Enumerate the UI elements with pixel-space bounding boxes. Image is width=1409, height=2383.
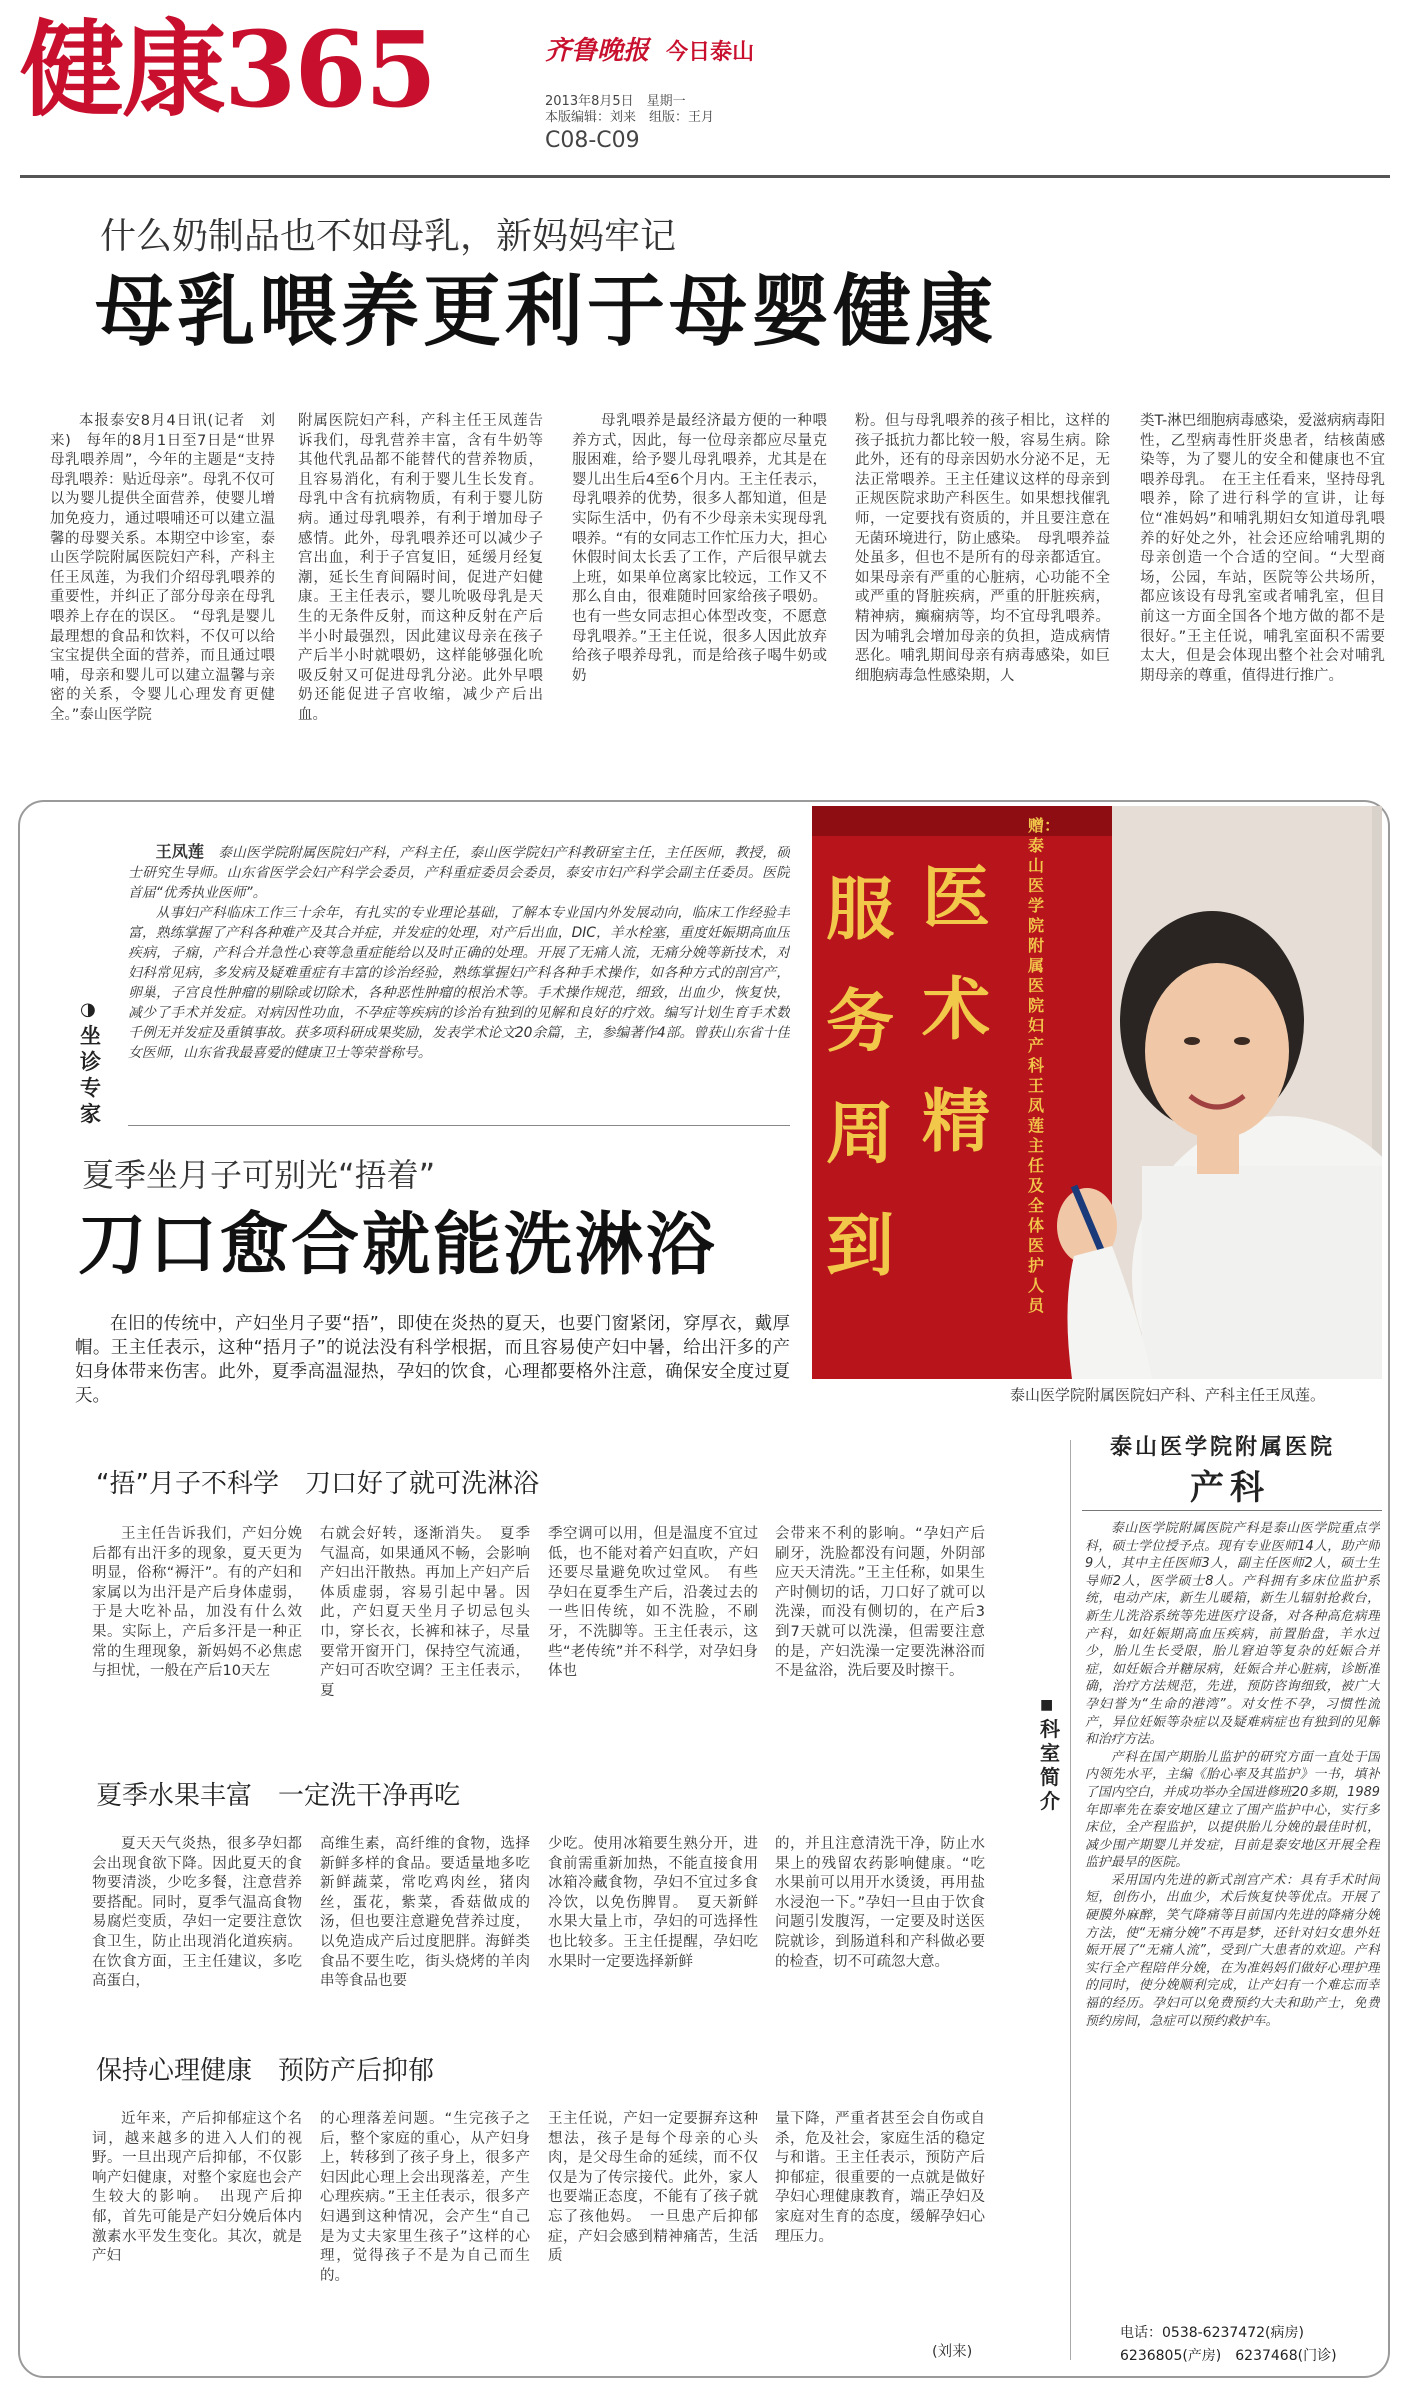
lead-column-2: 附属医院妇产科，产科主任王凤莲告诉我们，母乳营养丰富，含有牛奶等其他代乳品都不能替代的营养物质，且容易消化，有利于婴儿生长发育。母乳中含有抗病物质，有利于婴儿防病。通过母乳喂养，有利于增加母子感情。此外，母乳喂养还可以减少子宫出血，利于子宫复旧，延缓月经复潮，延长生育间隔时间，促进产妇健康。王主任表示，婴儿吮吸母乳是天生的无条件反射，而这种反射在产后半小时最强烈，因此建议母亲在孩子产后半小时就喂奶，这样能够强化吮吸反射又可促进母乳分泌。此外早喂奶还能促进子宫收缩，减少产后出血。 (298, 413, 543, 723)
s1-column-3: 季空调可以用，但是温度不宜过低，也不能对着产妇直吹，产妇还要尽量避免吹过堂风。 有些孕妇在夏季生产后，沿袭过去的一些旧传统，如不洗脸，不刷牙，不洗脚等。王主任表示，这些“老传统”并不科学，对孕妇身体也 (548, 1526, 758, 1680)
bio-divider (128, 1125, 790, 1126)
banner-text-left: 服务周到 (826, 870, 895, 1286)
article2-intro: 在旧的传统中，产妇坐月子要“捂”，即使在炎热的夏天，也要门窗紧闭，穿厚衣，戴厚帽。王主任表示，这种“捂月子”的说法没有科学根据，而且容易使产妇中暑，给出汗多的产妇身体带来伤害。此外，夏季高温湿热，孕妇的饮食，心理都要格外注意，确保安全度过夏天。 (75, 1314, 790, 1406)
dept-tag: ■ 科室简介 (1040, 1697, 1060, 1813)
s1-column-1: 王主任告诉我们，产妇分娩后都有出汗多的现象，夏天更为明显，俗称“褥汗”。有的产妇和家属以为出汗是产后身体虚弱，于是大吃补品，加没有什么效果。实际上，产后多汗是一种正常的生理现象，新妈妈不必焦虑与担忧，一般在产后10天左 (92, 1526, 302, 1680)
s3-column-3: 王主任说，产妇一定要摒弃这种想法，孩子是每个母亲的心头肉，是父母生命的延续，而不仅仅是为了传宗接代。此外，家人也要端正态度，不能有了孩子就忘了孩他妈。 一旦患产后抑郁症，产妇会感到精神痛苦，生活质 (548, 2111, 758, 2265)
s3-column-4: 量下降，严重者甚至会自伤或自杀，危及社会，家庭生活的稳定与和谐。王主任表示，预防产后抑郁症，很重要的一点就是做好孕妇心理健康教育，端正孕妇及家庭对生育的态度，缓解孕妇心理压力。 (775, 2111, 985, 2245)
article2-kicker: 夏季坐月子可别光“捂着” (82, 1156, 436, 1194)
s3-column-2: 的心理落差问题。“生完孩子之后，整个家庭的重心，从产妇身上，转移到了孩子身上，很多产妇因此心理上会出现落差，产生心理疾病。”王主任表示，很多产妇遇到这种情况，会产生“自己是为丈夫家里生孩子”这样的心理，觉得孩子不是为自己而生的。 (320, 2111, 530, 2284)
sidebar-divider (1070, 1440, 1071, 2360)
s1-column-2: 右就会好转，逐渐消失。 夏季气温高，如果通风不畅，会影响产妇出汗散热。再加上产妇产后体质虚弱，容易引起中暑。因此，产妇夏天坐月子切忌包头巾，穿长衣，长裤和袜子，尽量要常开窗开门，保持空气流通，产妇可否吹空调？王主任表示，夏 (320, 1526, 530, 1699)
paper-name: 齐鲁晚报 今日泰山 (545, 36, 755, 66)
subhead-3: 保持心理健康 预防产后抑郁 (96, 2056, 435, 2086)
issue-date: 2013年8月5日 星期一 (545, 94, 686, 109)
lead-column-3: 母乳喂养是最经济最方便的一种喂养方式，因此，每一位母亲都应尽量克服困难，给予婴儿母乳喂养，尤其是在婴儿出生后4至6个月内。王主任表示，母乳喂养的优势，很多人都知道，但是实际生活中，仍有不少母亲未实现母乳喂养。“有的女同志工作忙压力大，担心休假时间太长丢了工作，产后很早就去上班，如果单位离家比较远，工作又不那么自由，很难随时回家给孩子喂奶。也有一些女同志担心体型改变，不愿意母乳喂养。”王主任说，很多人因此放弃给孩子喂养母乳，而是给孩子喝牛奶或奶 (572, 413, 827, 684)
edition-name: 今日泰山 (666, 39, 755, 65)
dept-title-rule (1082, 1510, 1382, 1511)
dept-text: 泰山医学院附属医院产科是泰山医学院重点学科，硕士学位授予点。现有专业医师14人，助产师9人，其中主任医师3人，副主任医师2人，硕士生导师2人，医学硕士8人。产科拥有多床位监护系统，电动产床，新生儿暖箱，新生儿辐射抢救台，新生儿洗浴系统等先进医疗设备，对各种高危病理产科，如妊娠期高血压疾病，前置胎盘，羊水过少，胎儿生长受限，胎儿窘迫等复杂的妊娠合并症，如妊娠合并糖尿病，妊娠合并心脏病，诊断准确，治疗方法规范，先进，预防咨询细致，被广大孕妇誉为“生命的港湾”。对女性不孕，习惯性流产，异位妊娠等杂症以及疑难病症也有独到的见解和治疗方法。 产科在国产期胎儿监护的研究方面一直处于国内领先水平，主编《胎心率及其监护》一书，填补了国内空白，并成功举办全国进修班20多期，1989年即率先在泰安地区建立了围产监护中心，实行多床位，全产程监护，以提供胎儿分娩的最佳时机，减少围产期婴儿并发症，目前是泰安地区开展全程监护最早的医院。 采用国内先进的新式剖宫产术：具有手术时间短，创伤小，出血少，术后恢复快等优点。开展了硬膜外麻醉，笑气降痛等目前国内先进的降痛分娩方法，使“无痛分娩”不再是梦，还针对妇女患外妊娠开展了“无痛人流”，受到广大患者的欢迎。产科实行全产程陪伴分娩，在为准妈妈们做好心理护理的同时，使分娩顺利完成，让产妇有一个难忘而幸福的经历。孕妇可以免费预约大夫和助产士，免费预约房间，急症可以预约救护车。 (1085, 1521, 1380, 2029)
dept-phone-2: 6236805(产房) 6237468(门诊) (1120, 2348, 1337, 2364)
dept-title-big: 产科 (1190, 1468, 1270, 1508)
s2-column-4: 的，并且注意清洗干净，防止水果上的残留农药影响健康。“吃水果前可以用开水烫烫，再用盐水浸泡一下。”孕妇一旦由于饮食问题引发腹泻，一定要及时送医院就诊，到肠道科和产科做必要的检查，切不可疏忽大意。 (775, 1836, 985, 1970)
expert-bio: 王凤莲 泰山医学院附属医院妇产科，产科主任，泰山医学院妇产科教研室主任，主任医师，教授，硕士研究生导师。山东省医学会妇产科学会委员，产科重症委员会委员，泰安市妇产科学会副主任委员。医院首届“优秀执业医师”。 从事妇产科临床工作三十余年，有扎实的专业理论基础，了解本专业国内外发展动向，临床工作经验丰富，熟练掌握了产科各种难产及其合并症，并发症的处理，对产后出血，DIC，羊水栓塞，重度妊娠期高血压疾病，子痫，产科合并急性心衰等急重症能给以及时正确的处理。开展了无痛人流，无痛分娩等新技术，对妇科常见病，多发病及疑难重症有丰富的诊治经验，熟练掌握妇产科各种手术操作，如各种方式的剖宫产，卵巢，子宫良性肿瘤的剔除或切除术，各种恶性肿瘤的根治术等。手术操作规范，细致，出血少，恢复快，减少了手术并发症。对病因性功血，不孕症等疾病的诊治有独到的见解和良好的疗效。编写计划生育手术数千例无并发症及重镇事故。获多项科研成果奖励，发表学术论文20余篇，主，参编著作4部。曾获山东省十佳女医师，山东省我最喜爱的健康卫士等荣誉称号。 (128, 842, 790, 1061)
lead-column-1: 本报泰安8月4日讯(记者 刘来) 每年的8月1日至7日是“世界母乳喂养周”，今年的主题是“支持母乳喂养：贴近母亲”。母乳不仅可以为婴儿提供全面营养，使婴儿增加免疫力，通过喂哺还可以建立温馨的母婴关系。本期空中诊室，泰山医学院附属医院妇产科，产科主任王凤莲，为我们介绍母乳喂养的重要性，并纠正了部分母亲在母乳喂养上存在的误区。 “母乳是婴儿最理想的食品和饮料，不仅可以给宝宝提供全面的营养，而且通过喂哺，母亲和婴儿可以建立温馨与亲密的关系，令婴儿心理发育更健全。”泰山医学院 (50, 413, 275, 723)
sun-icon: ◑ (80, 999, 96, 1020)
masthead-rule (20, 175, 1390, 178)
expert-photo (812, 806, 1382, 1379)
square-bullet-icon: ■ (1040, 1697, 1054, 1713)
s3-column-1: 近年来，产后抑郁症这个名词，越来越多的进入人们的视野。一旦出现产后抑郁，不仅影响产妇健康，对整个家庭也会产生较大的影响。 出现产后抑郁，首先可能是产妇分娩后体内激素水平发生变化。其次，就是产妇 (92, 2111, 302, 2265)
lead-column-5: 类T-淋巴细胞病毒感染，爱滋病病毒阳性，乙型病毒性肝炎患者，结核菌感染等，为了婴儿的安全和健康也不宜喂养母乳。 在王主任看来，坚持母乳喂养，除了进行科学的宣讲，让每位“准妈妈”和哺乳期妇女知道母乳喂养的好处之外，社会还应给哺乳期的母亲创造一个合适的空间。“大型商场，公园，车站，医院等公共场所，都应该设有母乳室或者哺乳室，但目前这一方面全国各个地方做的都不是很好。”王主任说，哺乳室面积不需要太大，但是会体现出整个社会对哺乳期母亲的尊重，值得进行推广。 (1140, 413, 1385, 684)
brand-logo: 健康365 (20, 8, 436, 131)
dept-title-small: 泰山医学院附属医院 (1110, 1434, 1336, 1460)
s1-column-4: 会带来不利的影响。“孕妇产后刷牙，洗脸都没有问题，外阴部应天天清洗。”王主任称，如果生产时侧切的话，刀口好了就可以洗澡，而没有侧切的，在产后3到7天就可以洗澡，但需要注意的是，产妇洗澡一定要洗淋浴而不是盆浴，洗后要及时擦干。 (775, 1526, 985, 1680)
subhead-2: 夏季水果丰富 一定洗干净再吃 (96, 1781, 461, 1811)
s2-column-2: 高维生素，高纤维的食物，选择新鲜多样的食品。要适量地多吃新鲜蔬菜，常吃鸡肉丝，猪肉丝，蛋花，紫菜，香菇做成的汤，但也要注意避免营养过度，以免造成产后过度肥胖。海鲜类食品不要生吃，街头烧烤的羊肉串等食品也要 (320, 1836, 530, 1990)
lead-headline: 母乳喂养更利于母婴健康 (95, 266, 998, 357)
lead-kicker: 什么奶制品也不如母乳，新妈妈牢记 (100, 216, 677, 257)
dept-phone-1: 电话：0538-6237472(病房) (1120, 2325, 1304, 2341)
expert-tag: ◑ 坐诊专家 (80, 999, 101, 1126)
banner-text-right: 医术精 (922, 858, 991, 1162)
s2-column-3: 少吃。使用冰箱要生熟分开，进食前需重新加热，不能直接食用冰箱冷藏食物，孕妇不宜过多食冷饮，以免伤脾胃。 夏天新鲜水果大量上市，孕妇的可选择性也比较多。王主任提醒，孕妇吃水果时一定要选择新鲜 (548, 1836, 758, 1970)
photo-caption: 泰山医学院附属医院妇产科、产科主任王凤莲。 (1010, 1386, 1326, 1404)
subhead-1: “捂”月子不科学 刀口好了就可洗淋浴 (96, 1469, 539, 1499)
banner-vertical-note: 赠：泰山医学院附属医院妇产科王凤莲主任及全体医护人员 (1028, 816, 1061, 1315)
page-editors: 本版编辑：刘来 组版：王月 (545, 110, 715, 125)
s2-column-1: 夏天天气炎热，很多孕妇都会出现食欲下降。因此夏天的食物要清淡，少吃多餐，注意营养要搭配。同时，夏季气温高食物易腐烂变质，孕妇一定要注意饮食卫生，防止出现消化道疾病。在饮食方面，王主任建议，多吃高蛋白， (92, 1836, 302, 1990)
page-numbers: C08-C09 (545, 128, 640, 153)
lead-column-4: 粉。但与母乳喂养的孩子相比，这样的孩子抵抗力都比较一般，容易生病。除此外，还有的母亲因奶水分泌不足，无法正常喂养。王主任建议这样的母亲到正规医院求助产科医生。如果想找催乳师，一定要找有资质的，并且要注意在无菌环境进行，防止感染。 母乳喂养益处虽多，但也不是所有的母亲都适宜。如果母亲有严重的心脏病，心功能不全或严重的肾脏疾病，严重的肝脏疾病，精神病，癫痫病等，均不宜母乳喂养。因为哺乳会增加母亲的负担，造成病情恶化。哺乳期间母亲有病毒感染，如巨细胞病毒急性感染期，人 (855, 413, 1110, 684)
article2-byline: (刘来) (932, 2344, 973, 2360)
article2-headline: 刀口愈合就能洗淋浴 (78, 1205, 718, 1285)
expert-name: 王凤莲 (155, 842, 205, 861)
